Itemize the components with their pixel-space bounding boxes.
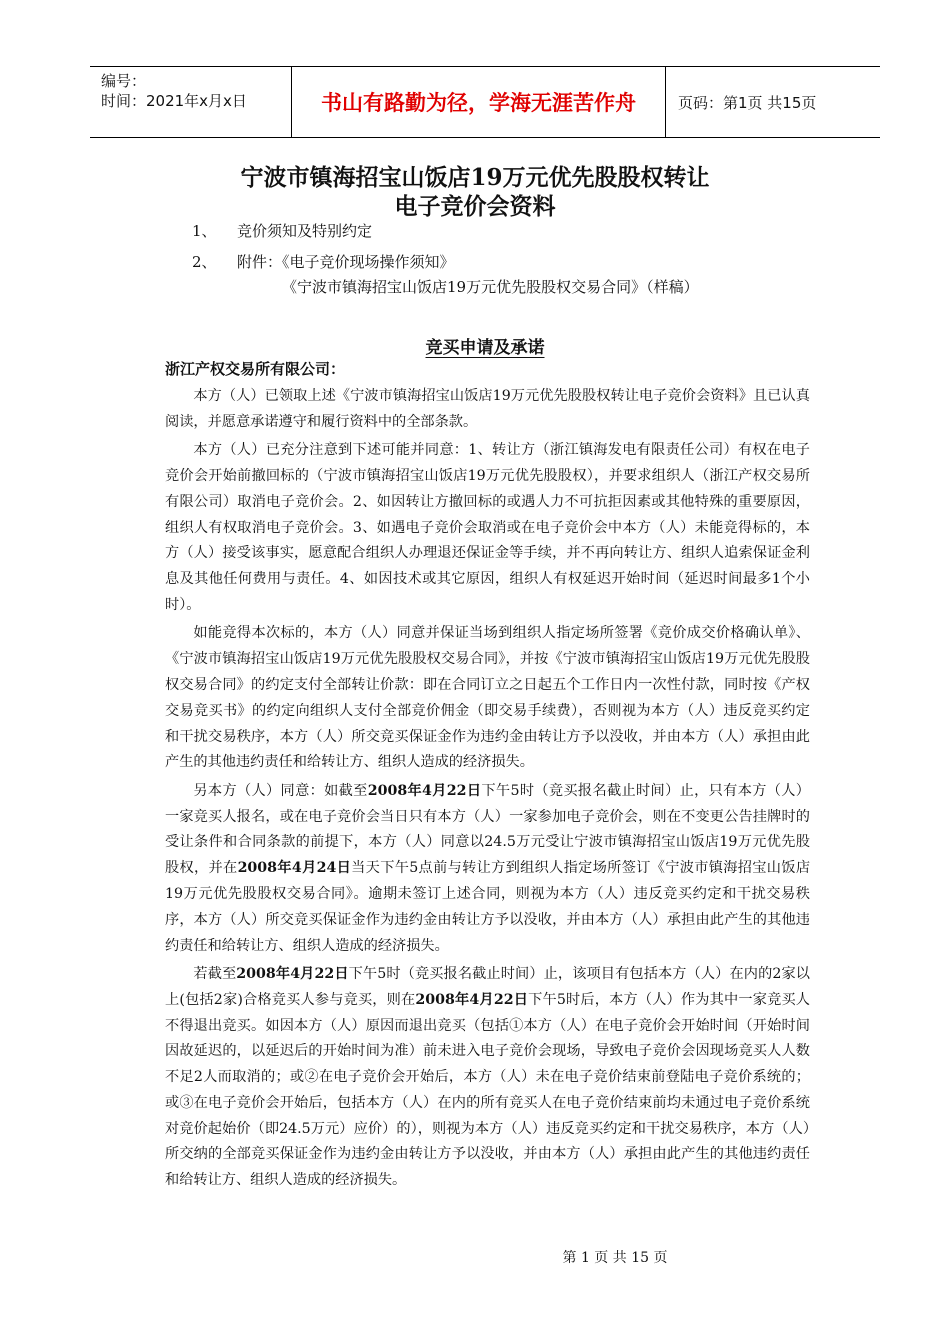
date-bold: 2008年4月22日 bbox=[415, 991, 529, 1008]
body-text bbox=[165, 384, 810, 1197]
number-label: 编号： bbox=[101, 72, 147, 90]
date-bold: 2008年4月24日 bbox=[237, 860, 352, 877]
document-subtitle: 电子竞价会资料 bbox=[394, 193, 556, 220]
toc-item-text: 竞价须知及特别约定 bbox=[237, 222, 373, 240]
paragraph-5 bbox=[165, 962, 810, 1194]
paragraph-text: 若截至 bbox=[193, 965, 237, 982]
addressee: 浙江产权交易所有限公司： bbox=[165, 360, 346, 378]
paragraph-text: 另本方（人）同意：如截至 bbox=[193, 782, 368, 799]
toc-item-text: 附件：《电子竞价现场操作须知》 bbox=[237, 253, 455, 271]
header-meta-cell bbox=[90, 67, 292, 137]
paragraph-1 bbox=[165, 384, 810, 436]
document-title: 宁波市镇海招宝山饭店19万元优先股股权转让 bbox=[240, 164, 710, 191]
paragraph-text: 下午5时后，本方（人）作为其中一家竞买人不得退出竞买。如因本方（人）原因而退出竞买（包括①本方（人）在电子竞价会开始时间（开始时间因故延迟的，以延迟后的开始时间为准）前未进入电子竞价会现场，导致电子竞价会因现场竞买人人数不足2人而取消的；或②在电子竞价会开始后，本方（人）未在电子竞价结束前登陆电子竞价系统的；或③在电子竞价会开始后，包括本方（人）在内的所有竞买人在电子竞价结束前均未通过电子竞价系统对竞价起始价（即24.5万元）应价）的），则视为本方（人）违反竞买约定和干扰交易秩序，本方（人）所交纳的全部竞买保证金作为违约金由转让方予以没收，并由本方（人）承担由此产生的其他违约责任和给转让方、组织人造成的经济损失。 bbox=[165, 991, 810, 1189]
toc-item-2 bbox=[192, 252, 455, 272]
toc-item-3 bbox=[282, 277, 699, 297]
paragraph-text: 如能竞得本次标的，本方（人）同意并保证当场到组织人指定场所签署《竞价成交价格确认单》、《宁波市镇海招宝山饭店19万元优先股股权交易合同》，并按《宁波市镇海招宝山饭店19万元优先股股权交易合同》的约定支付全部转让价款：即在合同订立之日起五个工作日内一次性付款，同时按《产权交易竞买书》的约定向组织人支付全部竞价佣金（即交易手续费），否则视为本方（人）违反竞买约定和干扰交易秩序，本方（人）所交竞买保证金作为违约金由转让方予以没收，并由本方（人）承担由此产生的其他违约责任和给转让方、组织人造成的经济损失。 bbox=[165, 625, 810, 771]
date-bold: 2008年4月22日 bbox=[236, 965, 349, 982]
paragraph-4 bbox=[165, 779, 810, 960]
paragraph-3 bbox=[165, 621, 810, 776]
page-header bbox=[90, 66, 880, 138]
paragraph-text: 下午5时（竞买报名截止时间）止，该项目有包括本方（人）在内的2家以上(包括2家)合格竞买人参与竞买，则在 bbox=[165, 965, 810, 1008]
toc-item-number: 1、 bbox=[192, 222, 217, 240]
page-info: 页码：第1页 共15页 bbox=[678, 93, 817, 112]
motto: 书山有路勤为径，学海无涯苦作舟 bbox=[292, 67, 666, 137]
paragraph-text: 当天下午5点前与转让方到组织人指定场所签订《宁波市镇海招宝山饭店19万元优先股股权交易合同》。逾期未签订上述合同，则视为本方（人）违反竞买约定和干扰交易秩序，本方（人）所交竞买保证金作为违约金由转让方予以没收，并由本方（人）承担由此产生的其他违约责任和给转让方、组织人造成的经济损失。 bbox=[165, 860, 811, 954]
paragraph-text: 下午5时（竞买报名截止时间）止，只有本方（人）一家竞买人报名，或在电子竞价会当日只有本方（人）一家参加电子竞价会，则在不变更公告挂牌时的受让条件和合同条款的前提下，本方（人）同意以24.5万元受让宁波市镇海招宝山饭店19万元优先股股权，并在 bbox=[165, 782, 810, 877]
paragraph-2 bbox=[165, 438, 810, 619]
paragraph-text: 本方（人）已充分注意到下述可能并同意：1、转让方（浙江镇海发电有限责任公司）有权在电子竞价会开始前撤回标的（宁波市镇海招宝山饭店19万元优先股股权），并要求组织人（浙江产权交易所有限公司）取消电子竞价会。2、如因转让方撤回标的或遇人力不可抗拒因素或其他特殊的重要原因，组织人有权取消电子竞价会。3、如遇电子竞价会取消或在电子竞价会中本方（人）未能竞得标的，本方（人）接受该事实，愿意配合组织人办理退还保证金等手续，并不再向转让方、组织人追索保证金利息及其他任何费用与责任。4、如因技术或其它原因，组织人有权延迟开始时间（延迟时间最多1个小时）。 bbox=[165, 442, 810, 613]
toc-item-1 bbox=[192, 221, 373, 241]
paragraph-text: 本方（人）已领取上述《宁波市镇海招宝山饭店19万元优先股股权转让电子竞价会资料》且已认真阅读，并愿意承诺遵守和履行资料中的全部条款。 bbox=[165, 388, 810, 430]
toc-item-number: 2、 bbox=[192, 253, 217, 271]
date-bold: 2008年4月22日 bbox=[367, 782, 482, 799]
toc-item-text: 《宁波市镇海招宝山饭店19万元优先股股权交易合同》（样稿） bbox=[282, 278, 699, 296]
section-title: 竞买申请及承诺 bbox=[425, 338, 545, 358]
page-footer: 第 1 页 共 15 页 bbox=[562, 1250, 668, 1266]
time-label: 时间：2021年x月x日 bbox=[101, 92, 247, 110]
